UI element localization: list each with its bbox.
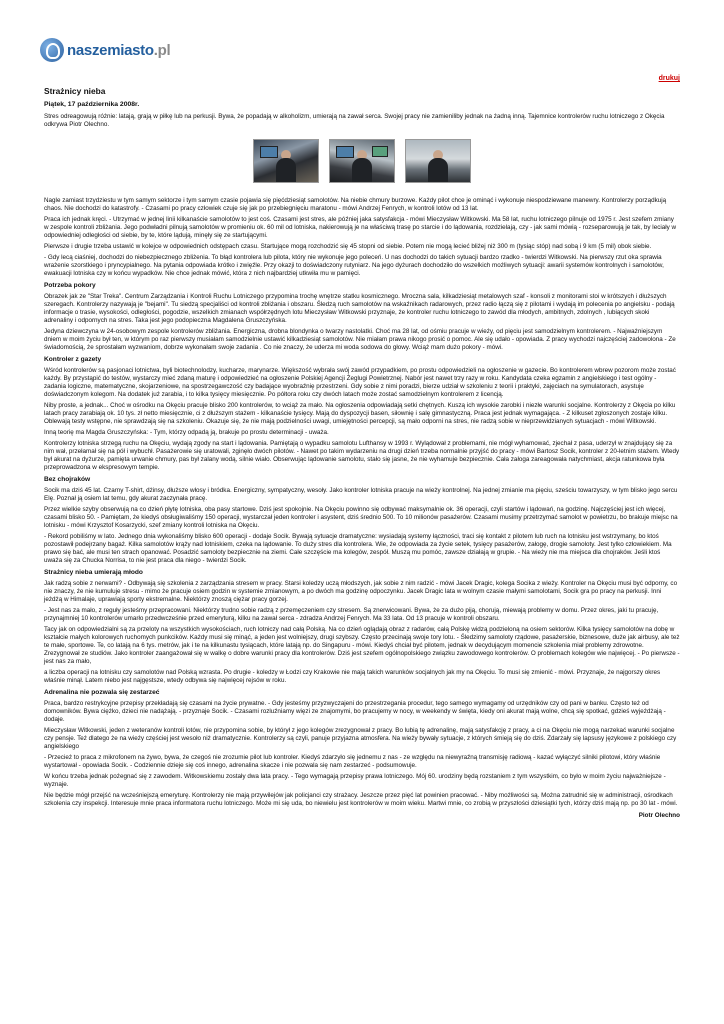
article-paragraph: - Przecież to praca z mikrofonem na żywo, bywa, że czegoś nie zrozumie pilot lub kontroler. Kiedyś zdarzyło się jednemu z nas - ze względu na niewyraźną transmisję radiową - kazać wyłączyć silniki pilotowi, który właśnie wystartował - opowiada Socik. - Codziennie dzieje się coś innego, adrenalina skacze i nie pozwala się nam zestarzeć - podsumowuje.	[44, 754, 661, 769]
article-paragraph: Obrazek jak ze "Star Treka". Centrum Zarządzania i Kontroli Ruchu Lotniczego przypomina trochę wnętrze statku kosmicznego. Mroczna sala, kilkadziesiąt metalowych szaf - konsoli z monitorami stoi w krótszych i dłuższych szeregach. Kontrolerzy nazywają je "bejami". Tu siedzą specjaliści od kontroli zbliżania i obszaru. Śledzą ruch samolotów na wskaźnikach radarowych, przez radio łączą się z pilotami i wydają im polecenia po angielsku - podają informacje o trasie, wysokości, odległości, pogodzie, wszelkich zmianach współrzędnych lotu Mieczysław Witkowski przyznaje, że kontroler ruchu lotniczego to zawód dla młodych, ambitnych, zdolnych , lubiących skoki adrenaliny i odpornych na stres. Taka jest jego podopieczna Magdalena Gruszczyńska.	[44, 293, 675, 324]
article-paragraph: Tacy jak on odpowiedzialni są za przeloty na wszystkich wysokościach, ruch lotniczy nad całą Polską. Na co dzień oglądają obraz z radarów, całą Polskę widzą podzieloną na osiem sektorów. Kilka tysięcy samolotów na dobę w kształcie małych kolorowych ruchomych punkcików. Każdy musi się minąć, a jeden jest wolniejszy, drugi szybszy. Często przecinają swoje tory lotu. - Śledzimy samoloty rządowe, pasażerskie, biznesowe, duże jak airbusy, ale też te małe, sportowe. Te, co latają na 6 tys. metrów, jak i te na kilkunastu tysiącach, które latają np. do Singapuru - mówi. Kiedyś chciał być pilotem, jednak w decydującym momencie szkolenia miał problemy zdrowotne. Zrezygnował ze studiów. Jako kontroler zaangażował się w walkę o dobre warunki pracy dla kontrolerów. Dziś jest szefem ogólnopolskiego związku zawodowego kontrolerów. O problemach kolegów wie najwięcej. - Po pierwsze - jest nas za mało,	[44, 626, 680, 665]
article-paragraph: a liczba operacji na lotnisku czy samolotów nad Polską wzrasta. Po drugie - koledzy w Łodzi czy Krakowie nie mają takich warunków socjalnych jak my na Okęciu. To musi się zmienić - mówi. Przyznaje, że najgorszy okres właśnie minął. Latem niebo jest najgęstsze, wtedy odbywa się najwięcej rejsów w roku.	[44, 669, 661, 684]
logo-text-domain: .pl	[153, 41, 171, 59]
article-paragraph: Nie będzie mógł przejść na wcześniejszą emeryturę. Kontrolerzy nie mają przywilejów jak policjanci czy strażacy. Jeszcze przez pięć lat powinien pracować. - Niby możliwości są. Można zatrudnić się w administracji, ośrodkach szkolenia czy inspekcji. Interesuje mnie praca informatora ruchu lotniczego. Może mi się uda, bo niewielu jest kontrolerów w moim wieku. Martwi mnie, co zrobią w przyszłości dziesiątki tych, którzy dziś mają np. po 30 lat - mówi.	[44, 792, 678, 807]
logo-text-main: naszemiasto	[67, 41, 154, 59]
photo-gallery	[44, 139, 680, 181]
article-paragraph: Praca, bardzo restrykcyjne przepisy przekładają się czasami na życie prywatne. - Gdy jesteśmy przyzwyczajeni do przestrzegania procedur, tego samego wymagamy od urzędników czy od pani w banku. Często też od domowników. Bywa ciężko, dzieci nie nadążają. - przyznaje Socik. - Czasami rozluźniamy więzi ze znajomymi, bo pracujemy w nocy, w weekendy w święta, kiedy oni akurat mają wolne, chcą się spotkać, gdzieś wyjeżdżają - dodaje.	[44, 700, 666, 723]
article	[44, 87, 680, 820]
article-paragraph: Przez wielkie szyby obserwują na co dzień płytę lotniska, oba pasy startowe. Dziś jest spokojnie. Na Okęciu powinno się odbywać maksymalnie ok. 36 operacji, czyli startów i lądowań, na godzinę. Najczęściej jest ich więcej, czasami blisko 50. - Pamiętam, że kiedyś obsługiwaliśmy 150 operacji, wystarczał jeden kontroler i asystent, dziś średnio 500. To 10 milionów pasażerów. Czasami musimy przetrzymać samolot w powietrzu, bo brakuje miejsc na lotnisku - mówi Krzysztof Kosarzycki, szef zmiany kontroli lotniska na Okęciu.	[44, 506, 678, 529]
article-lead: Stres odreagowują różnie: latają, grają w piłkę lub na perkusji. Bywa, że popadają w alkoholizm, umierają na zawał serca. Swojej pracy nie zamieniliby jednak na żadną inną. Tajemnice kontrolerów ruchu lotniczego z Okęcia odkrywa Piotr Olechno.	[44, 113, 665, 128]
logo-icon	[40, 38, 64, 62]
article-title: Strażnicy nieba	[44, 86, 106, 96]
section-heading: Potrzeba pokory	[44, 282, 96, 289]
article-paragraph: Wśród kontrolerów są pasjonaci lotnictwa, byli biotechnolodzy, kucharze, marynarze. Większość wybrała swój zawód przypadkiem, po prostu odpowiedzieli na ogłoszenie w gazecie. Bo kontrolerem wbrew pozorom może zostać każdy. By przystąpić do testów, wystarczy mieć zdaną maturę i odpowiedzieć na ogłoszenie Polskiej Agencji Żeglugi Powietrznej. Nabór jest nawet trzy razy w roku. Kandydata czeka egzamin z angielskiego i test ogólny - zadania logiczne, matematyczne, skojarzeniowe, na spostrzegawczość czy badające wyobraźnię przestrzeni. Gdy sobie z nimi poradzi, bierze udział w szkoleniu z teorii i praktyki, zajęciach na symulatorach, asystuje doświadczonym kolegom. Na dodatek już zarabia, i to kilka tysięcy miesięcznie. Po półtora roku czy dwóch latach może zostać samodzielnym kontrolerem z licencją.	[44, 367, 676, 398]
article-paragraph: Nagle zamiast trzydziestu w tym samym sektorze i tym samym czasie pojawia się pięćdziesiąt samolotów. Na niebie chmury burzowe. Każdy pilot chce je ominąć i wykonuje niespodziewane manewry. Kontrolerzy porządkują chaos. Nie dochodzi do katastrofy. - Czasami po pracy człowiek czuje się jak po przebiegnięciu maratonu - mówi Andrzej Fenrych, w kontroli lotów od 13 lat.	[44, 197, 667, 212]
article-paragraph: - Rekord pobiliśmy w lato. Jednego dnia wykonaliśmy blisko 600 operacji - dodaje Socik. Bywają sytuacje dramatyczne: wysiadają systemy łączności, traci się kontakt z pilotem lub ruch na lotnisku jest wstrzymany, bo ktoś pozostawił podejrzany bagaż. Kilka samolotów krąży nad lotniskiem, czeka na lądowanie. To duży stres dla kontrolera. Wie, że odpowiada za życie setek, tysięcy pasażerów, załogę, drogie samoloty. Jest tylko człowiekiem. Ma prawo się bać, ale musi ten strach opanować. Posadzić samoloty bezpiecznie na ziemi. Całe szczęście ma kolegów, zespół. Muszą mu pomóc, zawsze działają w grupie. - Na wieży nie ma miejsca dla chojraków. Jeśli ktoś uważa się za Chucka Norrisa, to nie jest praca dla niego - twierdzi Socik.	[44, 533, 672, 564]
photo-thumbnail[interactable]	[329, 139, 395, 183]
article-date: Piątek, 17 października 2008r.	[44, 101, 140, 108]
article-paragraph: Mieczysław Witkowski, jeden z weteranów kontroli lotów, nie przypomina sobie, by którył z jego kolegów zrezygnował z pracy. Bo lubią tę adrenalinę, mają satysfakcję z pracy, a ci na Okęciu nie mogą narzekać warunki socjalne czy pensje. Też dlatego że na wieży częściej jest wesoło niż dramatycznie. Kontrolerzy są czyli, panuje przyjazna atmosfera. Na wieży bywały sytuacje, z których śmieją się do dziś. Zdarzały się lapsusy językowe z polskiego czy angielskiego	[44, 727, 677, 750]
article-paragraph: - Gdy lecą ciaśniej, dochodzi do niebezpiecznego zbliżenia. To błąd kontrolera lub pilota, który nie wykonuje jego poleceń. U nas dochodzi do takich sytuacji bardzo rzadko - twierdzi Witkowski. Na pierwszy rzut oka sprawia wrażenie szorstkiego i pryncypialnego. Na pytania odpowiada krótko i zwięźle. Przy okazji to doświadczony rutyniarz. Na jego dyżurach dochodziło do wszelkich możliwych sytuacji: awarii systemów kontrolnych i samolotów, ewakuacji lotniska czy w końcu wypadków. Nie chce jednak mówić, która z nich najbardziej utkwiła mu w pamięci.	[44, 254, 664, 277]
article-paragraph: Jedyna dziewczyna w 24-osobowym zespole kontrolerów zbliżania. Energiczna, drobna blondynka o twarzy nastolatki. Choć ma 28 lat, od ośmiu pracuje w wieży, od pięciu jest samodzielnym kontrolerem. - Najważniejszym dniem w moim życiu był ten, w którym po raz pierwszy musiałam samodzielnie ustawić kilkadziesiąt samolotów. Nie miałam prawa nikogo prosić o pomoc. Ale się udało - opowiada. Z pracy wychodzi najczęściej zadowolona - Ze świadomością, że sprostałam wyzwaniom, dobrze wykonałam swoje zadania . Co nie znaczy, że uderza mi woda sodowa do głowy. Wciąż mam dużo pokory - mówi.	[44, 328, 676, 351]
photo-thumbnail[interactable]	[405, 139, 471, 183]
section-heading: Adrenalina nie pozwala się zestarzeć	[44, 689, 160, 696]
logo-text	[67, 42, 170, 59]
section-heading: Strażnicy nieba umierają młodo	[44, 569, 143, 576]
article-paragraph: Inną teorię ma Magda Gruszczyńska: - Tym, którzy odpadą ją, brakuje po prostu determinacji - uważa.	[44, 429, 329, 436]
print-link[interactable]: drukuj	[658, 75, 680, 82]
article-paragraph: - Jest nas za mało, z reguły jesteśmy przepracowani. Niektórzy trudno sobie radzą z przemęczeniem czy stresem. Są znerwicowani. Bywa, że za dużo piją, chorują, miewają problemy w domu. Przez okres, jaki tu pracuję, przynajmniej 10 kontrolerów umarło przedwcześnie przed emeryturą, kilku na zawał serca - zdradza Andrzej Fenrych. Ma 33 lata. Od 13 pracuje w kontroli obszaru.	[44, 607, 659, 622]
section-heading: Bez chojraków	[44, 476, 91, 483]
article-paragraph: Socik ma dziś 45 lat. Czarny T-shirt, dżinsy, dłuższe włosy i bródka. Energiczny, sympatyczny, wesoły. Jako kontroler lotniska pracuje na wieży kontrolnej. Na jednej zmianie ma pięciu, sześciu towarzyszy, w tym blisko jego sercu Elę. Poznał ją osiem lat temu, gdy akurat zaczynała pracę.	[44, 487, 678, 502]
article-paragraph: Kontrolerzy lotniska strzegą ruchu na Okęciu, wydają zgody na start i lądowania. Pamiętają o wypadku samolotu Lufthansy w 1993 r. Wylądował z problemami, nie mógł wyhamować, zjechał z pasa, uderzył w znajdujący się za nim wał, przełamał się na pół i wybuchł. Pasażerowie się uratowali, zginęło dwóch pilotów. - Nawet po takim wydarzeniu na drugi dzień trzeba normalnie przyjść do pracy - mówi Bartosz Socik, kontroler z 20-letnim stażem. Wtedy był akurat na dyżurze, pamięta urwanie chmury, pas był zalany wodą, silnie wiało. Obserwując lądowanie samolotu, stało się jasne, że nie wyhamuje bezpiecznie. Cała załoga zareagowała natychmiast, akcja ratunkowa była przeprowadzona w ekspresowym tempie.	[44, 440, 680, 471]
article-paragraph: Pierwsze i drugie trzeba ustawić w kolejce w odpowiednich odstępach czasu. Startujące mogą rozchodzić się 45 stopni od siebie. Potem nie mogą lecieć bliżej niż 300 m (tysiąc stóp) nad sobą i 9 km (5 mil) obok siebie.	[44, 243, 652, 250]
article-author: Piotr Olechno	[638, 812, 680, 819]
photo-thumbnail[interactable]	[253, 139, 319, 183]
article-paragraph: W końcu trzeba jednak pożegnać się z zawodem. Witkowskiemu zostały dwa lata pracy. - Tego wymagają przepisy prawa lotniczego. Mój 60. urodziny będą rozstaniem z tym wszystkim, co było w moim życiu najważniejsze - wyznaje.	[44, 773, 666, 788]
site-logo[interactable]	[40, 38, 170, 62]
article-paragraph: Niby proste, a jednak... Choć w ośrodku na Okęciu pracuje blisko 200 kontrolerów, to wciąż za mało. Na ogłoszenia odpowiadają setki chętnych. Kuszą ich wysokie zarobki i niezłe warunki socjalne. Kontrolerzy z Okęcia po kilku latach pracy zarabiają ok. 10 tys. zł netto miesięcznie, ci z dłuższym stażem - kilkanaście tysięcy. Mają do dyspozycji basen, siłownię i salę gimnastyczną. Praca jest jednak wymagająca. - Z kilkuset zgłoszonych zostaje kilku. Oblewają testy wstępne, nie sprawdzają się na szkoleniu. Okazuje się, że nie mają podzielności uwagi, umiejętności percepcji, są mało odporni na stres, nie radzą sobie w nieprzewidzianych sytuacjach - mówi Witkowski.	[44, 402, 676, 425]
article-paragraph: Jak radzą sobie z nerwami? - Odbywają się szkolenia z zarządzania stresem w pracy. Starsi koledzy uczą młodszych, jak sobie z nim radzić - mówi Jacek Dragic, kolega Socika z wieży. Kontroler na Okęciu musi być odporny, co nie znaczy, że nie kumuluje stresu - mimo że pracuje osiem godzin w systemie zmianowym, a po dwóch ma godzinę odpoczynku. Jacek Dragic lata w wolnym czasie małymi samolotami, Socik gra po pracy na perkusji. Inni jeżdżą w Himalaje, uprawiają sporty ekstremalne. Niektórzy znoszą ciężar pracy gorzej.	[44, 580, 678, 603]
section-heading: Kontroler z gazety	[44, 356, 102, 363]
article-paragraph: Praca ich jednak kręci. - Utrzymać w jednej linii kilkanaście samolotów to jest coś. Czasami jest stres, ale później jaka satysfakcja - mówi Mieczysław Witkowski. Ma 58 lat, ruchu lotniczego pilnuje od 1975 r. Jest szefem zmiany w zespole kontroli zbliżania. Jego podwładni pilnują samolotów w promieniu ok. 60 mil od lotniska, nakierowują je na właściwą trasę po starcie i do lądowania, rozdzielają, czy - jak sami mówią - rozseparowują je tak, by leciały w odpowiedniej odległości od siebie, by te, które lądują, minęły się ze startującymi.	[44, 216, 677, 239]
